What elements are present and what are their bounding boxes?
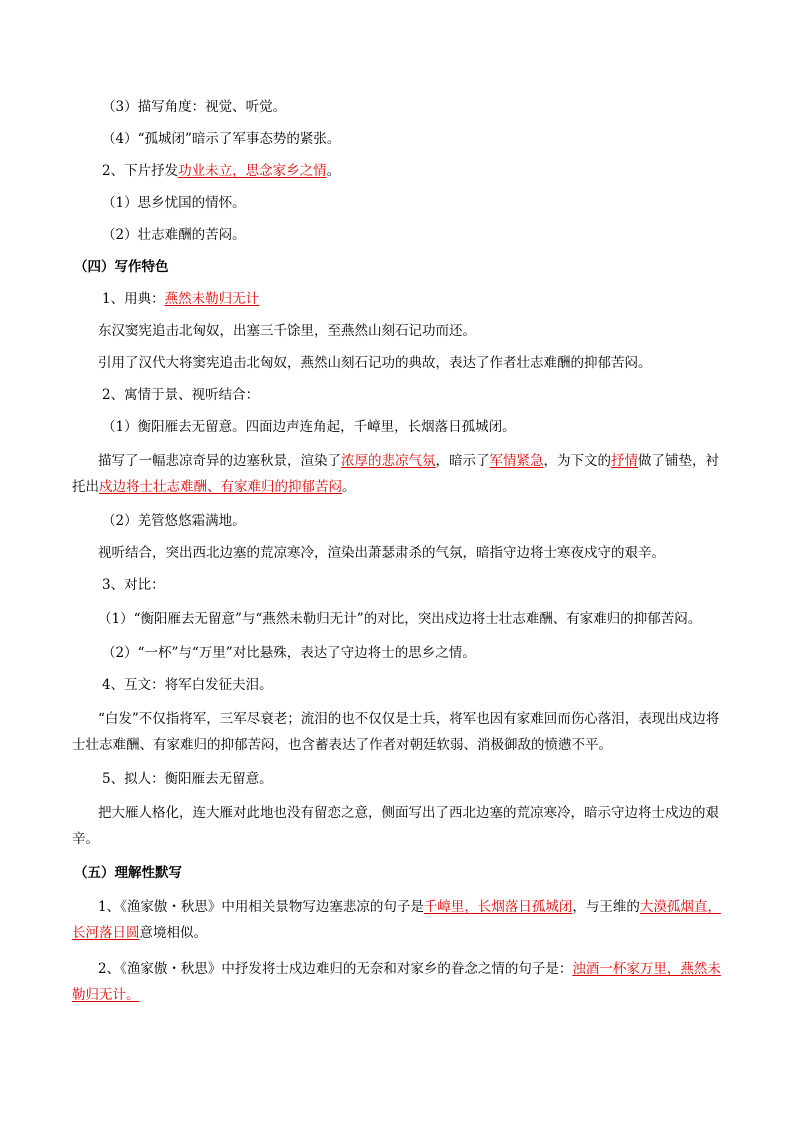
body-text: 做了铺垫，衬托出 xyxy=(72,453,719,495)
body-text: 视听结合，突出西北边塞的荒凉寒冷，渲染出萧瑟肃杀的气氛，暗指守边将士寒夜戍守的艰辛。 xyxy=(98,545,665,561)
text-paragraph xyxy=(72,706,724,758)
body-text: （四）写作特色 xyxy=(74,259,169,275)
body-text: 2、下片抒发 xyxy=(102,163,179,179)
body-text: 1、《渔家傲・秋思》中用相关景物写边塞悲凉的句子是 xyxy=(98,899,424,915)
body-text: 2、寓情于景、视听结合： xyxy=(102,387,260,403)
body-text: 把大雁人格化，连大雁对此地也没有留恋之意，侧面写出了西北边塞的荒凉寒冷，暗示守边将士戍边的艰辛。 xyxy=(72,805,719,847)
text-line xyxy=(72,160,724,182)
body-text: （1）“衡阳雁去无留意”与“燕然未勒归无计”的对比，突出戍边将士壮志难酬、有家难归的抑郁苦闷。 xyxy=(98,611,702,627)
answer-text: 浊酒一杯家万里，燕然未勒归无计。 xyxy=(72,961,721,1003)
body-text: 1、用典： xyxy=(102,291,165,307)
body-text: 描写了一幅悲凉奇异的边塞秋景，渲染了 xyxy=(98,453,341,469)
body-text: ，为下文的 xyxy=(543,453,611,469)
text-paragraph xyxy=(72,606,724,632)
answer-text: 燕然未勒归无计 xyxy=(164,291,260,307)
section-heading xyxy=(74,256,724,278)
body-text: （2）羌管悠悠霜满地。 xyxy=(102,513,246,529)
body-text: 引用了汉代大将窦宪追击北匈奴，燕然山刻石记功的典故，表达了作者壮志难酬的抑郁苦闷。 xyxy=(98,355,652,371)
text-paragraph xyxy=(72,894,724,946)
text-line xyxy=(72,128,724,150)
body-text: “白发”不仅指将军，三军尽衰老；流泪的也不仅仅是士兵，将军也因有家难回而伤心落泪，表现出戍边将士壮志难酬、有家难归的抑郁苦闷，也含蓄表达了作者对朝廷软弱、消极御敌的愤懑不平。 xyxy=(72,711,720,753)
text-line xyxy=(72,320,724,342)
text-line xyxy=(72,352,724,374)
text-line xyxy=(72,96,724,118)
body-text: （3）描写角度：视觉、听觉。 xyxy=(102,99,287,115)
body-text: ，暗示了 xyxy=(435,453,490,469)
body-text: 4、互文：将军白发征夫泪。 xyxy=(102,677,273,693)
text-line xyxy=(72,192,724,214)
text-line xyxy=(72,674,724,696)
text-line xyxy=(72,768,724,790)
answer-text: 功业未立，思念家乡之情 xyxy=(178,163,327,179)
body-text: （1）衡阳雁去无留意。四面边声连角起，千嶂里，长烟落日孤城闭。 xyxy=(102,419,516,435)
text-paragraph xyxy=(72,956,724,1008)
body-text: 东汉窦宪追击北匈奴，出塞三千馀里，至燕然山刻石记功而还。 xyxy=(98,323,476,339)
text-line xyxy=(72,542,724,564)
body-text: 5、拟人：衡阳雁去无留意。 xyxy=(102,771,273,787)
text-line xyxy=(72,416,724,438)
document-page xyxy=(72,96,724,1018)
body-text: （1）思乡忧国的情怀。 xyxy=(102,195,246,211)
body-text: （4）“孤城闭”暗示了军事态势的紧张。 xyxy=(102,131,341,147)
body-text: 意境相似。 xyxy=(139,925,207,941)
body-text: ，与王维的 xyxy=(572,899,640,915)
text-paragraph xyxy=(72,448,724,500)
answer-text: 浓厚的悲凉气氛 xyxy=(341,453,436,469)
answer-text: 戍边将士壮志难酬、有家难归的抑郁苦闷 xyxy=(99,479,342,495)
text-paragraph xyxy=(72,800,724,852)
text-line xyxy=(72,642,724,664)
body-text: 2、《渔家傲・秋思》中抒发将士戍边难归的无奈和对家乡的眷念之情的句子是： xyxy=(98,961,573,977)
answer-text: 大漠孤烟直，长河落日圆 xyxy=(72,899,721,941)
body-text: （2）壮志难酬的苦闷。 xyxy=(102,227,246,243)
body-text: 3、对比： xyxy=(102,577,165,593)
text-line xyxy=(72,288,724,310)
text-line xyxy=(72,224,724,246)
answer-text: 抒情 xyxy=(611,453,638,469)
text-line xyxy=(72,510,724,532)
body-text: （五）理解性默写 xyxy=(74,865,182,881)
text-line xyxy=(72,574,724,596)
answer-text: 千嶂里，长烟落日孤城闭 xyxy=(423,899,573,915)
section-heading xyxy=(74,862,724,884)
body-text: 。 xyxy=(342,479,356,495)
body-text: 。 xyxy=(326,163,341,179)
text-line xyxy=(72,384,724,406)
body-text: （2）“一杯”与“万里”对比悬殊，表达了守边将士的思乡之情。 xyxy=(102,645,476,661)
answer-text: 军情紧急 xyxy=(489,453,544,469)
